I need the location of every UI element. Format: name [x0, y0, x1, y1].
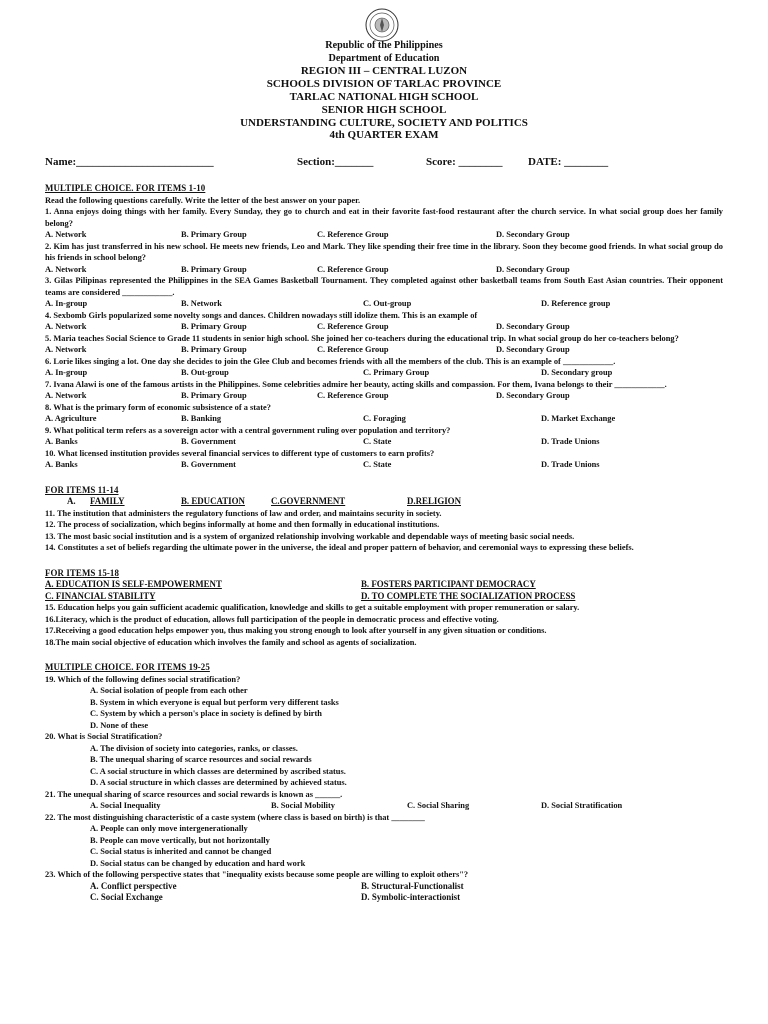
- question-22: 22. The most distinguishing characteristic of a caste system (where class is based on birth) is that ________: [45, 812, 425, 822]
- option: B. System in which everyone is equal but perform very different tasks: [90, 697, 339, 707]
- choice-b: B. FOSTERS PARTICIPANT DEMOCRACY: [361, 579, 536, 589]
- option: A. In-group: [45, 368, 88, 377]
- option: A. Conflict perspective: [90, 880, 177, 891]
- question-12: 12. The process of socialization, which begins informally at home and then formally in educational institutions.: [45, 520, 440, 529]
- choice-letter-a: A.: [67, 496, 76, 506]
- header-division: SCHOOLS DIVISION OF TARLAC PROVINCE: [266, 78, 502, 90]
- question-17: 17.Receiving a good education helps empower you, thus making you strong enough to look after yourself in any given situation or conditions.: [45, 626, 547, 635]
- option: D. Secondary Group: [496, 264, 570, 274]
- question-9: 9. What political term refers as a sovereign actor with a central government ruling over population and territory?: [45, 425, 451, 435]
- score-field[interactable]: Score: ________: [426, 156, 503, 168]
- options-7: [45, 390, 723, 402]
- option: A. Network: [45, 264, 87, 274]
- choice-a: A. EDUCATION IS SELF-EMPOWERMENT: [45, 579, 222, 589]
- options-4: [45, 321, 723, 333]
- option: A. Network: [45, 345, 87, 354]
- question-23: 23. Which of the following perspective states that "inequality exists because some people are willing to exploit others"?: [45, 870, 469, 879]
- option: D. None of these: [90, 720, 149, 730]
- option: A. Network: [45, 322, 87, 331]
- option: A. Agriculture: [45, 414, 97, 423]
- question-8: 8. What is the primary form of economic subsistence of a state?: [45, 402, 271, 412]
- options-6: [45, 367, 723, 379]
- option: D. Secondary Group: [496, 230, 570, 239]
- option: A. Banks: [45, 460, 78, 469]
- header-republic: Republic of the Philippines: [325, 40, 443, 51]
- option: D. Secondary Group: [496, 391, 570, 400]
- option: B. Structural-Functionalist: [361, 880, 464, 891]
- question-21: 21. The unequal sharing of scarce resources and social rewards is known as ______.: [45, 789, 343, 799]
- option: B. Banking: [181, 414, 222, 423]
- section-field[interactable]: Section:_______: [297, 156, 374, 168]
- option: A. Social isolation of people from each other: [90, 686, 248, 695]
- option: D. Market Exchange: [541, 414, 616, 423]
- option: C. System by which a person's place in society is defined by birth: [90, 709, 322, 718]
- question-18: 18.The main social objective of education which involves the family and school as agents of socialization.: [45, 637, 417, 647]
- header-exam-title: 4th QUARTER EXAM: [329, 129, 439, 141]
- option: A. Network: [45, 230, 87, 239]
- option: A. Banks: [45, 437, 78, 446]
- option: A. The division of society into categories, ranks, or classes.: [90, 743, 298, 753]
- option: C. Reference Group: [317, 391, 389, 400]
- option: D. Trade Unions: [541, 460, 600, 469]
- question-15: 15. Education helps you gain sufficient academic qualification, knowledge and skills to get a suitable employment with proper remuneration or salary.: [45, 603, 580, 612]
- question-5: 5. Maria teaches Social Science to Grade 11 students in senior high school. She joined her co-teachers during the educational trip. In what social group do her co-teachers belong?: [45, 333, 679, 343]
- option: B. Government: [181, 460, 236, 469]
- section-title-15-18: FOR ITEMS 15-18: [45, 567, 119, 578]
- options-23-row2: [45, 892, 723, 904]
- question-10: 10. What licensed institution provides several financial services to different type of customers to earn profits?: [45, 448, 435, 458]
- option: C. Out-group: [363, 299, 412, 308]
- option: B. Primary Group: [181, 391, 247, 400]
- option: A. People can only move intergenerationally: [90, 824, 248, 833]
- option: D. Reference group: [541, 299, 611, 308]
- option: D. Secondary group: [541, 368, 613, 377]
- header-shs: SENIOR HIGH SCHOOL: [321, 104, 447, 116]
- option: D. Symbolic-interactionist: [361, 892, 461, 902]
- option: C. State: [363, 437, 392, 446]
- section-title-11-14: FOR ITEMS 11-14: [45, 484, 119, 495]
- option: C. Social Exchange: [90, 892, 163, 902]
- question-13: 13. The most basic social institution and is a system of organized relationship involving workable and dependable ways of meeting basic social needs.: [45, 531, 575, 541]
- choice-family: FAMILY: [90, 496, 125, 506]
- option: C. Foraging: [363, 414, 406, 423]
- question-4: 4. Sexbomb Girls popularized some novelty songs and dances. Children nowadays still idolize them. This is an example of: [45, 310, 478, 320]
- header-region: REGION III – CENTRAL LUZON: [300, 65, 468, 77]
- option: C. State: [363, 460, 392, 469]
- options-2: [45, 264, 723, 276]
- question-6: 6. Lorie likes singing a lot. One day she decides to join the Glee Club and becomes friends with all the members of the club. This is an example of ____________.: [45, 356, 616, 366]
- option: B. Primary Group: [181, 264, 247, 274]
- option: B. Network: [181, 299, 222, 308]
- instructions: Read the following questions carefully. Write the letter of the best answer on your paper.: [45, 195, 361, 205]
- options-10: [45, 459, 723, 471]
- option: C. A social structure in which classes are determined by ascribed status.: [90, 766, 346, 776]
- question-16: 16.Literacy, which is the product of education, allows full participation of the people in democratic process and effective voting.: [45, 614, 499, 624]
- option: D. Secondary Group: [496, 322, 570, 331]
- choice-government: C.GOVERNMENT: [271, 496, 346, 506]
- question-1: 1. Anna enjoys doing things with her family. Every Sunday, they go to church and eat in their favorite fast-food restaurant after the church service. In what social group does her family belong?: [45, 207, 723, 228]
- option: D. A social structure in which classes are determined by achieved status.: [90, 778, 347, 787]
- exam-content: [45, 183, 723, 904]
- option: D. Social status can be changed by education and hard work: [90, 858, 306, 868]
- option: B. Primary Group: [181, 345, 247, 354]
- option: D. Secondary Group: [496, 345, 570, 354]
- date-field[interactable]: DATE: ________: [528, 156, 609, 168]
- option: C. Reference Group: [317, 230, 389, 239]
- options-9: [45, 436, 723, 448]
- option: C. Reference Group: [317, 322, 389, 331]
- header-school: TARLAC NATIONAL HIGH SCHOOL: [289, 91, 479, 103]
- question-19: 19. Which of the following defines social stratification?: [45, 674, 241, 684]
- choices-15-18-row1: [45, 579, 723, 591]
- choice-c: C. FINANCIAL STABILITY: [45, 590, 156, 601]
- question-14: 14. Constitutes a set of beliefs regarding the ultimate power in the universe, the ideal and proper pattern of behavior, and ceremonial ways to expressing these beliefs.: [45, 543, 634, 552]
- section-title-19-25: MULTIPLE CHOICE. FOR ITEMS 19-25: [45, 662, 210, 672]
- option: B. Government: [181, 437, 236, 446]
- option: C. Primary Group: [363, 368, 430, 377]
- option: B. Social Mobility: [271, 801, 335, 810]
- choices-15-18-row2: [45, 591, 723, 603]
- question-20: 20. What is Social Stratification?: [45, 732, 163, 741]
- option: A. Social Inequality: [90, 801, 161, 810]
- options-5: [45, 344, 723, 356]
- options-1: [45, 229, 723, 241]
- question-7: 7. Ivana Alawi is one of the famous artists in the Philippines. Some celebrities admire her beauty, acting skills and compassion. For them, Ivana belongs to their ____________.: [45, 379, 667, 389]
- choice-d: D. TO COMPLETE THE SOCIALIZATION PROCESS: [361, 590, 576, 601]
- option: C. Reference Group: [317, 345, 389, 354]
- question-11: 11. The institution that administers the regulatory functions of law and order, and maintains security in society.: [45, 508, 442, 518]
- options-23-row1: [45, 881, 723, 893]
- option: B. People can move vertically, but not horizontally: [90, 835, 270, 845]
- option: A. Network: [45, 391, 87, 400]
- options-8: [45, 413, 723, 425]
- option: A. In-group: [45, 299, 88, 308]
- name-field[interactable]: Name:_________________________: [45, 156, 214, 168]
- question-2: 2. Kim has just transferred in his new school. He meets new friends, Leo and Mark. They like spending their free time in the library. Soon they become good friends. In what social group do his friends in school belong?: [45, 241, 723, 262]
- options-21: [45, 800, 723, 812]
- option: C. Social status is inherited and cannot be changed: [90, 847, 272, 856]
- question-3: 3. Gilas Pilipinas represented the Philippines in the SEA Games Basketball Tournament. They completed against other basketball teams from South East Asian countries. Their opponent teams are considered ____________.: [45, 276, 723, 297]
- option: B. The unequal sharing of scarce resources and social rewards: [90, 755, 312, 764]
- option: D. Social Stratification: [541, 801, 623, 810]
- option: B. Out-group: [181, 368, 229, 377]
- deped-seal-icon: [365, 8, 399, 42]
- choice-education: B. EDUCATION: [181, 496, 245, 506]
- section-title-1-10: MULTIPLE CHOICE. FOR ITEMS 1-10: [45, 183, 206, 193]
- header-subject: UNDERSTANDING CULTURE, SOCIETY AND POLITICS: [240, 117, 528, 129]
- option: C. Social Sharing: [407, 801, 470, 810]
- options-3: [45, 298, 723, 310]
- option: B. Primary Group: [181, 322, 247, 331]
- option: D. Trade Unions: [541, 437, 600, 446]
- option: C. Reference Group: [317, 264, 389, 274]
- option: B. Primary Group: [181, 230, 247, 239]
- choices-11-14: [45, 496, 723, 508]
- header-department: Department of Education: [328, 53, 440, 64]
- choice-religion: D.RELIGION: [407, 496, 461, 506]
